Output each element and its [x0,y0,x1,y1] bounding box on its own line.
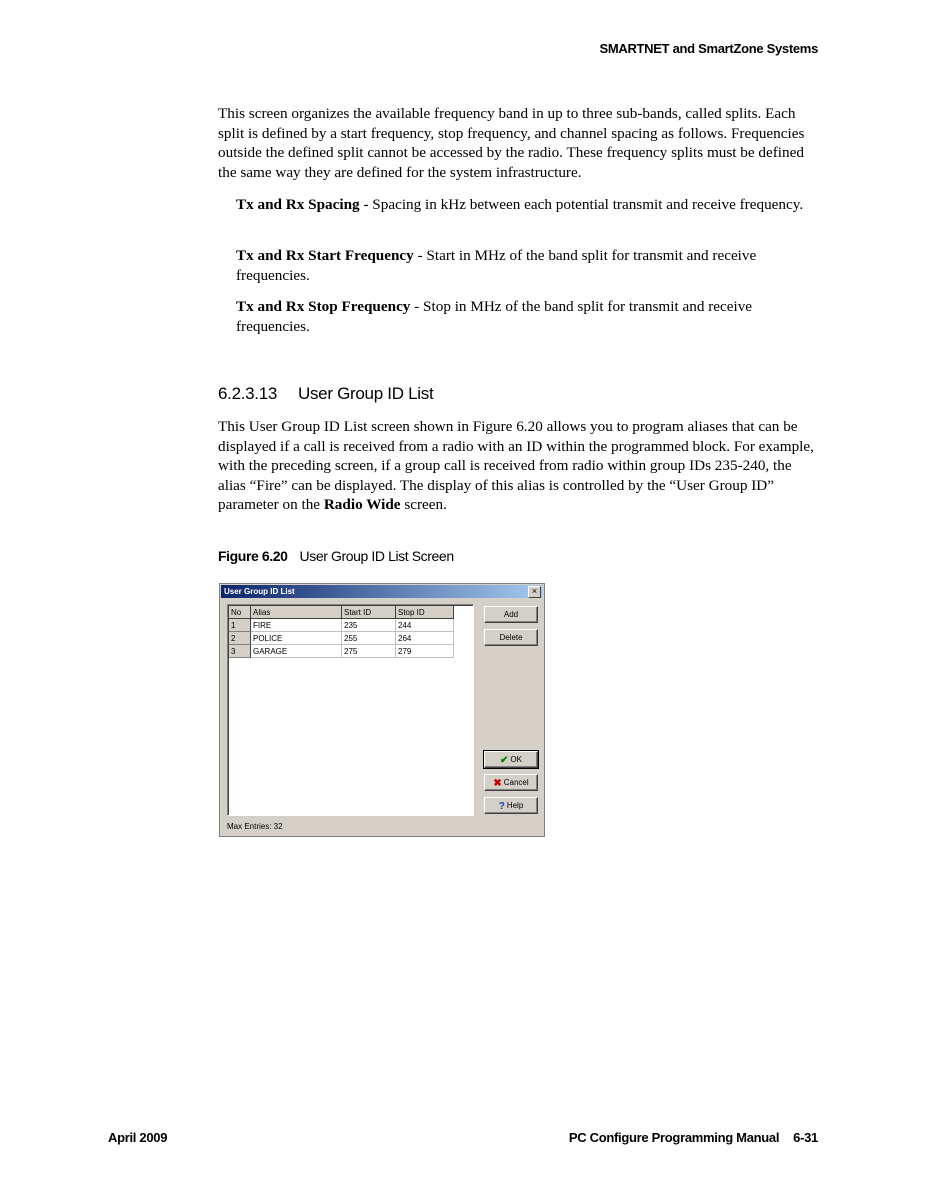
cancel-button[interactable] [484,774,538,791]
row-number[interactable]: 1 [229,619,251,632]
add-button[interactable]: Add [484,606,538,623]
section-heading [218,384,433,404]
row-number[interactable]: 3 [229,645,251,658]
footer-right [569,1130,818,1145]
cancel-label: Cancel [503,778,529,787]
definition-term: Tx and Rx Start Frequency [236,247,414,264]
alias-cell[interactable]: FIRE [251,619,342,632]
footer-manual: PC Configure Programming Manual [568,1130,780,1145]
figure-title: User Group ID List Screen [299,548,454,564]
definition-text: - Start in MHz of the band split for transmit and receive frequencies. [236,247,757,284]
stop-id-cell[interactable]: 264 [396,632,454,645]
stop-id-cell[interactable]: 244 [396,619,454,632]
dialog-title: User Group ID List [224,587,295,596]
start-id-cell[interactable]: 275 [342,645,396,658]
section-number: 6.2.3.13 [218,384,278,403]
paragraph-text: This User Group ID List screen shown in Figure 6.20 allows you to program aliases that can be displayed if a call is received from a radio with an ID within the programmed block. For example, with the preceding screen, if a group call is received from radio within group IDs 235-240, the alias “Fire” can be displayed. The display of this alias is controlled by the “User Group ID” parameter on the [218,418,814,514]
alias-cell[interactable]: GARAGE [251,645,342,658]
start-id-cell[interactable]: 255 [342,632,396,645]
figure-caption [218,548,454,564]
paragraph-text-end: screen. [400,496,447,514]
stop-id-cell[interactable]: 279 [396,645,454,658]
definition-text: - Spacing in kHz between each potential transmit and receive frequency. [359,196,804,213]
running-header: SMARTNET and SmartZone Systems [599,41,818,56]
alias-cell[interactable]: POLICE [251,632,342,645]
row-number[interactable]: 2 [229,632,251,645]
help-label: Help [506,801,524,810]
definition-start-frequency [236,246,816,285]
figure-label: Figure 6.20 [218,548,288,564]
help-button[interactable] [484,797,538,814]
ok-label: OK [510,755,522,764]
dialog-titlebar [221,585,543,598]
definition-term: Tx and Rx Stop Frequency [236,298,411,315]
intro-paragraph: This screen organizes the available frequency band in up to three sub-bands, called splits. Each split is defined by a start frequency, stop frequency, and channel spacing as follows. Frequencies outside the defined split cannot be accessed by the radio. These frequency splits must be defined the same way they are defined for the system infrastructure. [218,105,805,181]
footer-date: April 2009 [108,1130,168,1145]
section-paragraph [218,417,818,515]
definition-spacing [236,195,816,215]
question-icon: ? [498,801,505,812]
close-button[interactable]: × [528,586,541,598]
cross-icon: ✖ [493,778,502,789]
section-title: User Group ID List [298,384,434,403]
paragraph-bold: Radio Wide [323,496,401,514]
checkmark-icon: ✔ [500,755,509,766]
column-header-stop-id[interactable]: Stop ID [396,606,454,619]
column-header-alias[interactable]: Alias [251,606,342,619]
definition-term: Tx and Rx Spacing [236,196,360,213]
start-id-cell[interactable]: 235 [342,619,396,632]
delete-button[interactable]: Delete [484,629,538,646]
user-group-grid[interactable] [227,604,474,816]
max-entries-label: Max Entries: 32 [227,822,283,831]
page-number: 6-31 [793,1130,818,1145]
column-header-start-id[interactable]: Start ID [342,606,396,619]
ok-button[interactable] [484,751,538,768]
column-header-no[interactable]: No [229,606,251,619]
definition-stop-frequency [236,297,816,336]
definition-text: - Stop in MHz of the band split for transmit and receive frequencies. [236,298,753,335]
user-group-id-list-dialog [219,583,545,837]
